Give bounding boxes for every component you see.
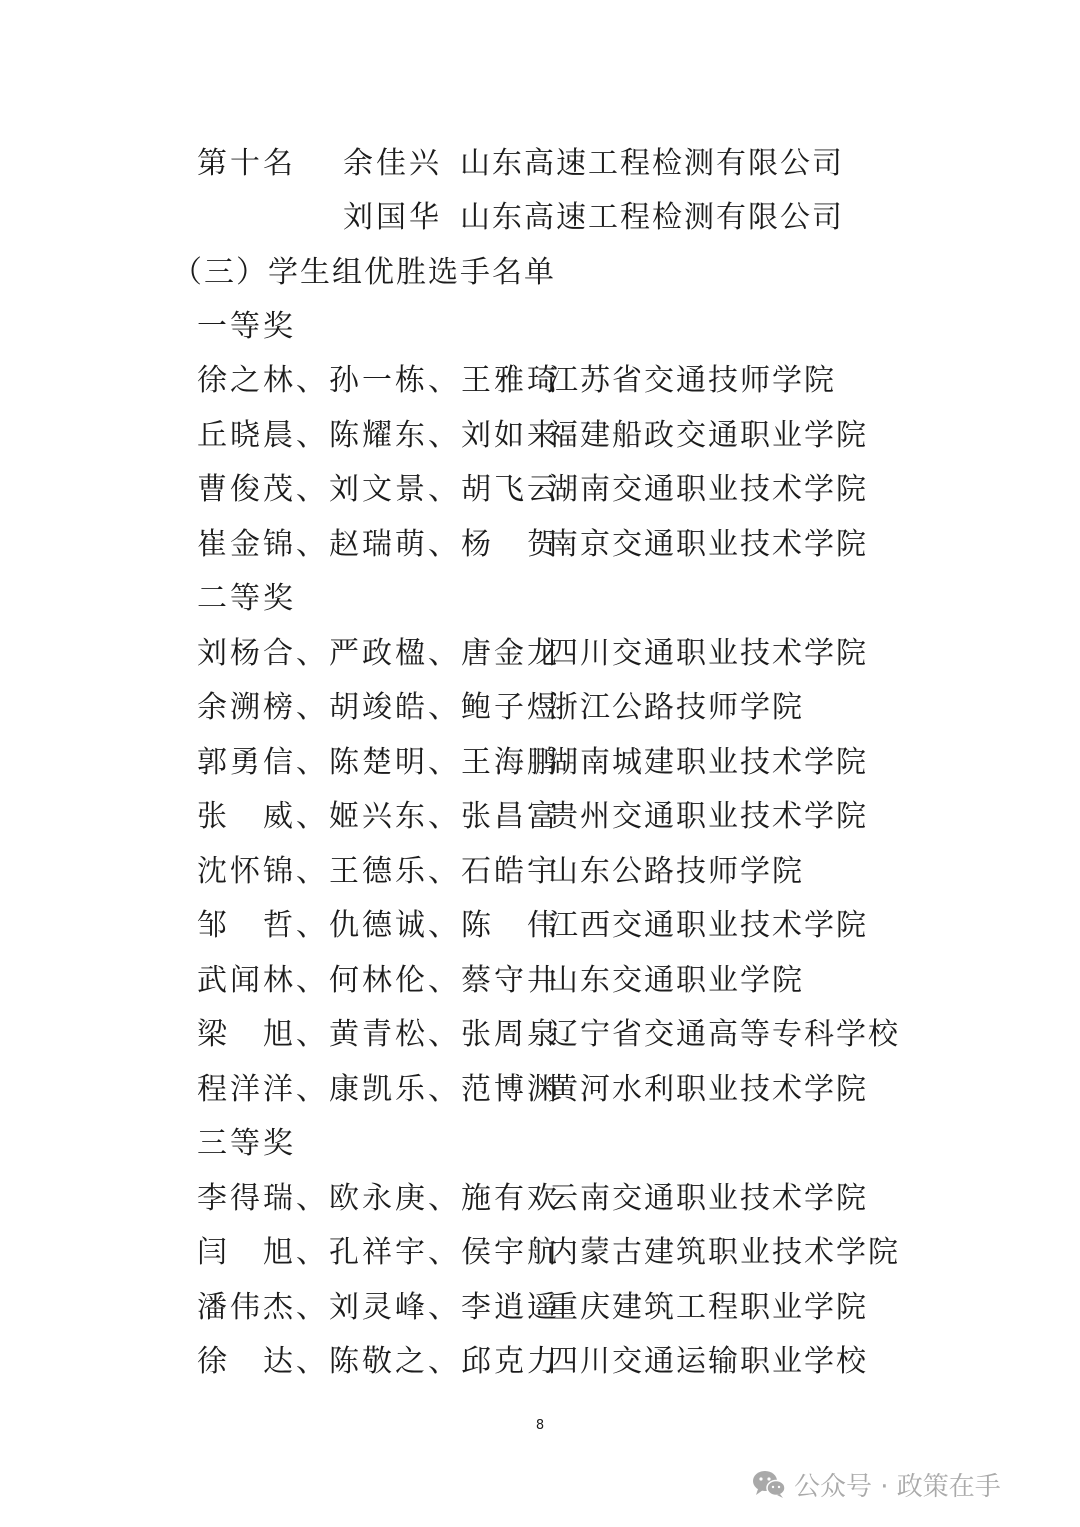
team-school: 黄河水利职业技术学院 bbox=[548, 1072, 868, 1107]
winner-name: 余佳兴 bbox=[343, 146, 442, 181]
team-names: 武闻林、何林伦、蔡守井 bbox=[197, 963, 560, 998]
team-school: 四川交通职业技术学院 bbox=[548, 636, 868, 671]
watermark bbox=[752, 1462, 1052, 1506]
team-names: 梁 旭、黄青松、张周泉 bbox=[197, 1017, 560, 1052]
team-names: 徐 达、陈敬之、邱克力 bbox=[197, 1344, 560, 1379]
team-school: 浙江公路技师学院 bbox=[548, 690, 804, 725]
team-names: 曹俊茂、刘文景、胡飞云 bbox=[197, 472, 560, 507]
team-names: 丘晓晨、陈耀东、刘如来 bbox=[197, 418, 560, 453]
team-school: 山东交通职业学院 bbox=[548, 963, 804, 998]
team-names: 潘伟杰、刘灵峰、李逍遥 bbox=[197, 1290, 560, 1325]
team-school: 辽宁省交通高等专科学校 bbox=[548, 1017, 900, 1052]
team-names: 邹 哲、仇德诚、陈 伟 bbox=[197, 908, 560, 943]
team-names: 徐之林、孙一栋、王雅琦 bbox=[197, 363, 560, 398]
team-school: 福建船政交通职业学院 bbox=[548, 418, 868, 453]
page-number: 8 bbox=[535, 1418, 545, 1433]
team-school: 云南交通职业技术学院 bbox=[548, 1181, 868, 1216]
team-names: 闫 旭、孔祥宇、侯宇航 bbox=[197, 1235, 560, 1270]
team-school: 江西交通职业技术学院 bbox=[548, 908, 868, 943]
wechat-icon bbox=[752, 1469, 786, 1499]
winner-organization: 山东高速工程检测有限公司 bbox=[460, 200, 844, 235]
section-title: （三）学生组优胜选手名单 bbox=[172, 255, 556, 290]
team-school: 四川交通运输职业学校 bbox=[548, 1344, 868, 1379]
team-school: 湖南城建职业技术学院 bbox=[548, 745, 868, 780]
team-names: 郭勇信、陈楚明、王海鹏 bbox=[197, 745, 560, 780]
team-school: 内蒙古建筑职业技术学院 bbox=[548, 1235, 900, 1270]
rank-label: 第十名 bbox=[197, 146, 296, 181]
award-heading-first: 一等奖 bbox=[197, 309, 296, 344]
team-school: 南京交通职业技术学院 bbox=[548, 527, 868, 562]
team-names: 张 威、姬兴东、张昌富 bbox=[197, 799, 560, 834]
watermark-text: 公众号 · 政策在手 bbox=[794, 1471, 1001, 1502]
team-names: 余溯榜、胡竣皓、鲍子煜 bbox=[197, 690, 560, 725]
team-names: 崔金锦、赵瑞萌、杨 贺 bbox=[197, 527, 560, 562]
winner-organization: 山东高速工程检测有限公司 bbox=[460, 146, 844, 181]
team-names: 刘杨合、严政楹、唐金龙 bbox=[197, 636, 560, 671]
winner-name: 刘国华 bbox=[343, 200, 442, 235]
team-school: 贵州交通职业技术学院 bbox=[548, 799, 868, 834]
team-names: 程洋洋、康凯乐、范博渊 bbox=[197, 1072, 560, 1107]
team-names: 沈怀锦、王德乐、石皓宇 bbox=[197, 854, 560, 889]
team-school: 江苏省交通技师学院 bbox=[548, 363, 836, 398]
team-names: 李得瑞、欧永庚、施有欢 bbox=[197, 1181, 560, 1216]
award-heading-third: 三等奖 bbox=[197, 1126, 296, 1161]
team-school: 重庆建筑工程职业学院 bbox=[548, 1290, 868, 1325]
award-heading-second: 二等奖 bbox=[197, 581, 296, 616]
team-school: 山东公路技师学院 bbox=[548, 854, 804, 889]
team-school: 湖南交通职业技术学院 bbox=[548, 472, 868, 507]
